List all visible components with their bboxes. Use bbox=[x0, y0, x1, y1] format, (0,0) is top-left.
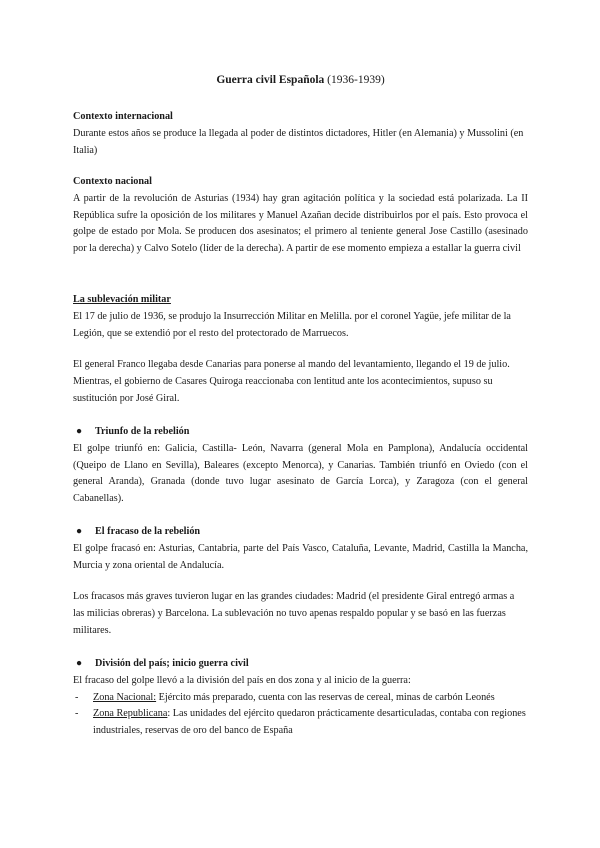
bullet-icon: ● bbox=[76, 526, 83, 537]
section-sublevacion bbox=[73, 292, 528, 408]
section-contexto-nacional bbox=[73, 174, 528, 258]
list-item bbox=[73, 690, 528, 707]
title-main: Guerra civil Española bbox=[216, 74, 325, 86]
list-item-text: : Las unidades del ejército quedaron prácticamente desarticuladas, contaba con regiones industriales, reservas de oro del banco de España bbox=[93, 708, 526, 737]
dash-marker: - bbox=[75, 691, 79, 703]
bullet-icon: ● bbox=[76, 658, 83, 669]
section-text: El fracaso del golpe llevó a la división del país en dos zona y al inicio de la guerra: bbox=[73, 674, 411, 686]
section-contexto-internacional bbox=[73, 109, 528, 159]
section-fracaso bbox=[73, 524, 528, 640]
title-years: (1936-1939) bbox=[327, 74, 385, 86]
section-division bbox=[73, 656, 528, 740]
section-text: El golpe fracasó en: Asturias, Cantabria, parte del País Vasco, Cataluña, Levante, Madrid, Castilla la Mancha, Murcia y zona oriental de Andalucía. bbox=[73, 542, 528, 571]
page-title bbox=[73, 74, 528, 86]
list-item-label: Zona Republicana bbox=[93, 708, 168, 720]
list-item-label: Zona Nacional: bbox=[93, 691, 157, 703]
section-text: Los fracasos más graves tuvieron lugar en las grandes ciudades: Madrid (el presidente Giral entregó armas a las milicias obreras) y Barcelona. La sublevación no tuvo apenas respaldo popular y se basó en las fuerzas militares. bbox=[73, 591, 515, 636]
list-item-text: Ejército más preparado, cuenta con las reservas de cereal, minas de carbón Leonés bbox=[156, 691, 495, 703]
section-heading: Contexto internacional bbox=[73, 111, 173, 122]
section-heading: ● Triunfo de la rebelión bbox=[73, 424, 528, 441]
section-triunfo bbox=[73, 424, 528, 508]
section-text: El golpe triunfó en: Galicia, Castilla- León, Navarra (general Mola en Pamplona), Andalucía occidental (Queipo de Llano en Sevilla), Baleares (excepto Menorca), y Canarias. También triunfó en Oviedo (con el general Aranda), Granada (donde tuvo lugar asesinato de García Lorca), y Zaragoza (con el general Cabanellas). bbox=[73, 442, 528, 505]
section-text: El general Franco llegaba desde Canarias para ponerse al mando del levantamiento, llegando el 19 de julio. Mientras, el gobierno de Casares Quiroga reaccionaba con lentitud ante los acontecimientos, supuso su sustitución por José Giral. bbox=[73, 359, 510, 404]
section-text: A partir de la revolución de Asturias (1934) hay gran agitación política y la sociedad está polarizada. La II República sufre la oposición de los militares y Manuel Azañan decide distribuirlos por el país. Esto provoca el golpe de estado por Mola. Se producen dos asesinatos; el primero al teniente general Jose Castillo (asesinado por la derecha) y Calvo Sotelo (líder de la derecha). A partir de ese momento empieza a estallar la guerra civil bbox=[73, 192, 528, 255]
bullet-icon: ● bbox=[76, 426, 83, 437]
dash-marker: - bbox=[75, 708, 79, 720]
list-item bbox=[73, 706, 528, 740]
section-text: El 17 de julio de 1936, se produjo la Insurrección Militar en Melilla. por el coronel Yagüe, jefe militar de la Legión, que se extendió por el resto del protectorado de Marruecos. bbox=[73, 310, 511, 339]
section-heading: ● El fracaso de la rebelión bbox=[73, 524, 528, 541]
section-heading: La sublevación militar bbox=[73, 294, 171, 305]
section-text: Durante estos años se produce la llegada al poder de distintos dictadores, Hitler (en Alemania) y Mussolini (en Italia) bbox=[73, 127, 524, 156]
section-heading: Contexto nacional bbox=[73, 176, 152, 187]
section-heading: ● División del país; inicio guerra civil bbox=[73, 656, 528, 673]
